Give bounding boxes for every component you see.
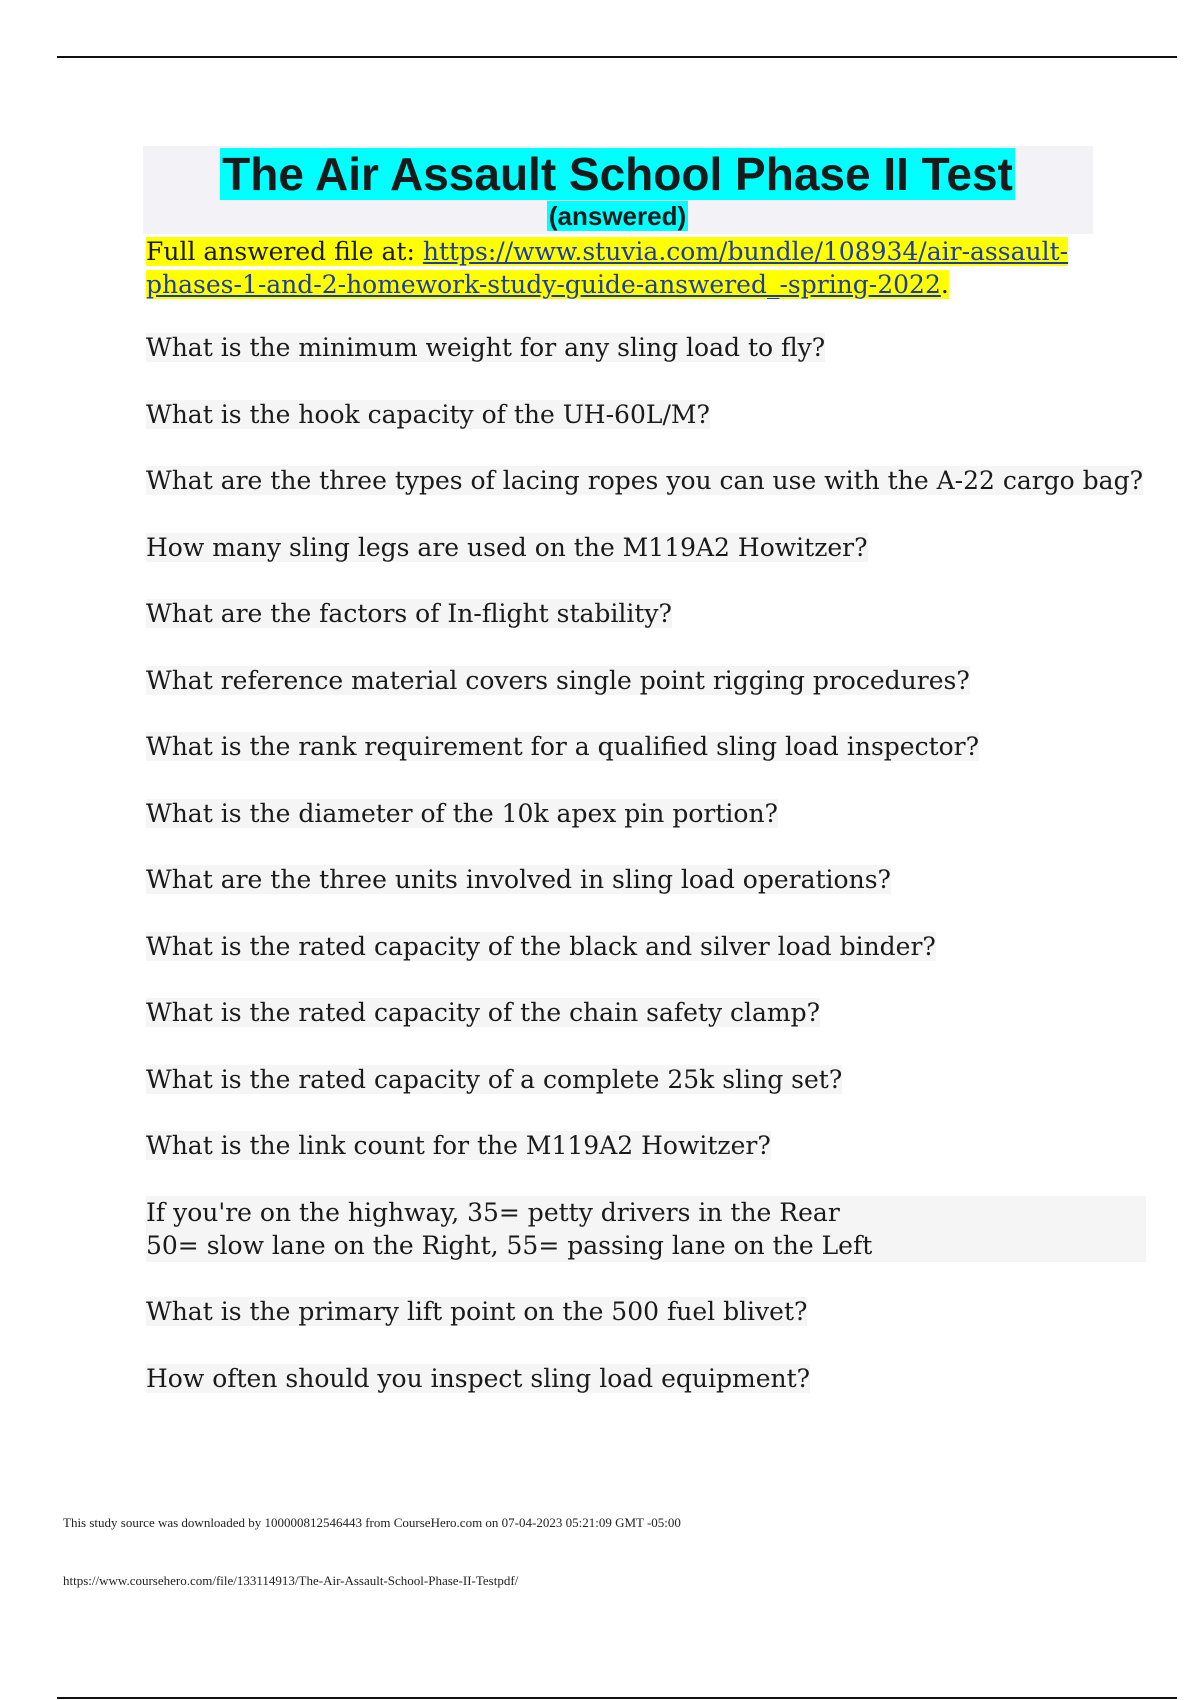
question-item: What is the minimum weight for any sling load to fly? <box>146 333 826 362</box>
question-item: What is the rated capacity of the black and silver load binder? <box>146 931 936 961</box>
question-item: What are the factors of In-flight stability? <box>146 599 672 628</box>
document-title <box>0 148 1200 200</box>
question-item: What are the three units involved in sling load operations? <box>146 865 891 894</box>
full-file-note <box>146 235 1146 301</box>
question-item: What is the rank requirement for a qualified sling load inspector? <box>146 732 980 761</box>
question-item: What is the rated capacity of the chain safety clamp? <box>146 998 821 1027</box>
mnemonic-item <box>146 1196 1146 1262</box>
question-item: What is the rated capacity of a complete 25k sling set? <box>146 1064 843 1094</box>
question-item: What reference material covers single point rigging procedures? <box>146 665 970 695</box>
full-file-prefix: Full answered file at: <box>146 237 423 266</box>
document-title-text: The Air Assault School Phase II Test <box>222 148 1013 200</box>
question-item: How many sling legs are used on the M119A2 Howitzer? <box>146 532 868 562</box>
mnemonic-line-1: If you're on the highway, 35= petty drivers in the Rear <box>146 1196 1146 1229</box>
source-url[interactable]: https://www.coursehero.com/file/133114913/The-Air-Assault-School-Phase-II-Testpdf/ <box>63 1573 519 1588</box>
question-item: How often should you inspect sling load equipment? <box>146 1363 811 1393</box>
document-subtitle-text: (answered) <box>548 201 687 231</box>
question-list <box>146 331 1146 1428</box>
full-file-suffix: . <box>940 270 949 299</box>
question-item: What are the three types of lacing ropes you can use with the A-22 cargo bag? <box>146 466 1143 495</box>
question-item: What is the link count for the M119A2 Howitzer? <box>146 1131 771 1160</box>
document-subtitle <box>0 200 1200 232</box>
question-item: What is the primary lift point on the 500 fuel blivet? <box>146 1297 808 1326</box>
bottom-rule <box>57 1697 1177 1699</box>
full-file-link[interactable]: https://www.stuvia.com/bundle/108934/air-assault-phases-1-and-2-homework-study-guide-answered_-spring-2022 <box>146 237 1069 299</box>
question-item: What is the hook capacity of the UH-60L/M? <box>146 399 710 429</box>
download-source-note: This study source was downloaded by 100000812546443 from CourseHero.com on 07-04-2023 05:21:09 GMT -05:00 <box>63 1515 681 1530</box>
question-item: What is the diameter of the 10k apex pin portion? <box>146 798 778 828</box>
top-rule <box>57 56 1177 58</box>
mnemonic-line-2: 50= slow lane on the Right, 55= passing lane on the Left <box>146 1229 1146 1262</box>
